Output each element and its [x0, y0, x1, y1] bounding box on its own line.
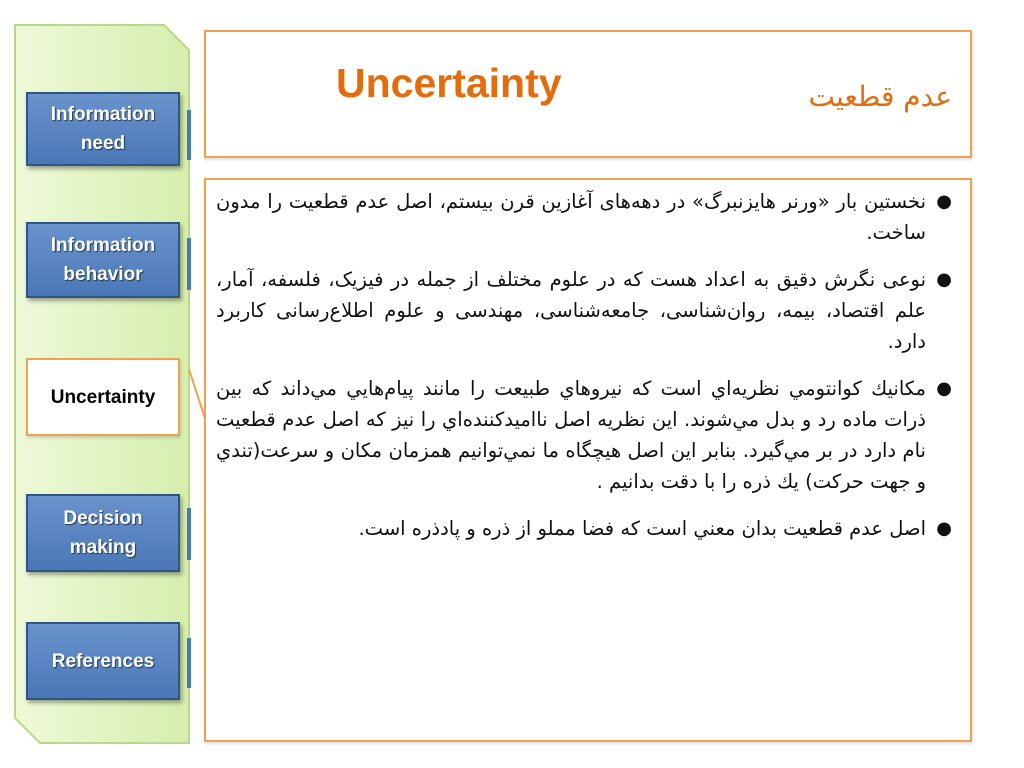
nav-connector — [187, 508, 191, 560]
bullet-dot-icon: ● — [936, 191, 952, 212]
bullet-text: اصل عدم قطعيت بدان معني است كه فضا مملو از ذره و پادذره است. — [358, 517, 926, 540]
nav-connector — [187, 110, 191, 160]
bullet-item — [216, 264, 956, 357]
title-panel — [204, 30, 972, 158]
bullet-text: نوعی نگرش دقیق به اعداد هست که در علوم مختلف از جمله در فیزیک، فلسفه، آمار، علم اقتصاد، بیمه، روان‌شناسی، جامعه‌شناسی، مهندسی و علوم اطلاع‌رسانی کاربرد دارد. — [216, 268, 926, 353]
nav-button-information-need[interactable] — [26, 92, 180, 166]
bullet-dot-icon: ● — [936, 518, 952, 539]
bullet-item — [216, 373, 956, 497]
bullet-text: مكانيك كوانتومي نظريه‌اي است كه نيروهاي طبيعت را مانند پيام‌هايي مي‌داند كه بين ذرات ماده رد و بدل مي‌شوند. اين نظريه اصل نااميدكننده‌اي را نيز كه اصل عدم قطعيت نام دارد در بر مي‌گيرد. بنابر اين اصل هيچگاه ما نمي‌توانيم همزمان مكان و سرعت(تندي و جهت حركت) يك ذره را با دقت بدانيم . — [216, 377, 926, 493]
content-panel — [204, 178, 972, 742]
nav-button-uncertainty[interactable] — [26, 358, 180, 436]
bullet-dot-icon: ● — [936, 378, 952, 399]
nav-label: References — [51, 650, 155, 672]
bullet-text: نخستین بار «ورنر هایزنبرگ» در دهه‌های آغازین قرن بیستم، اصل عدم قطعیت را مدون ساخت. — [216, 190, 926, 244]
bullet-dot-icon: ● — [936, 269, 952, 290]
bullet-item — [216, 186, 956, 248]
nav-label: Information need — [50, 104, 156, 154]
nav-connector — [187, 238, 191, 290]
nav-button-decision-making[interactable] — [26, 494, 180, 572]
bullet-list — [216, 186, 956, 560]
nav-button-references[interactable] — [26, 622, 180, 700]
nav-connector — [187, 638, 191, 688]
nav-button-information-behavior[interactable] — [26, 222, 180, 298]
nav-label: Uncertainty — [50, 386, 156, 408]
nav-label: Information behavior — [50, 235, 156, 285]
slide-title-persian: عدم قطعیت — [808, 80, 952, 113]
slide-title: Uncertainty — [336, 60, 562, 106]
nav-label: Decision making — [63, 508, 143, 558]
bullet-item — [216, 513, 956, 544]
